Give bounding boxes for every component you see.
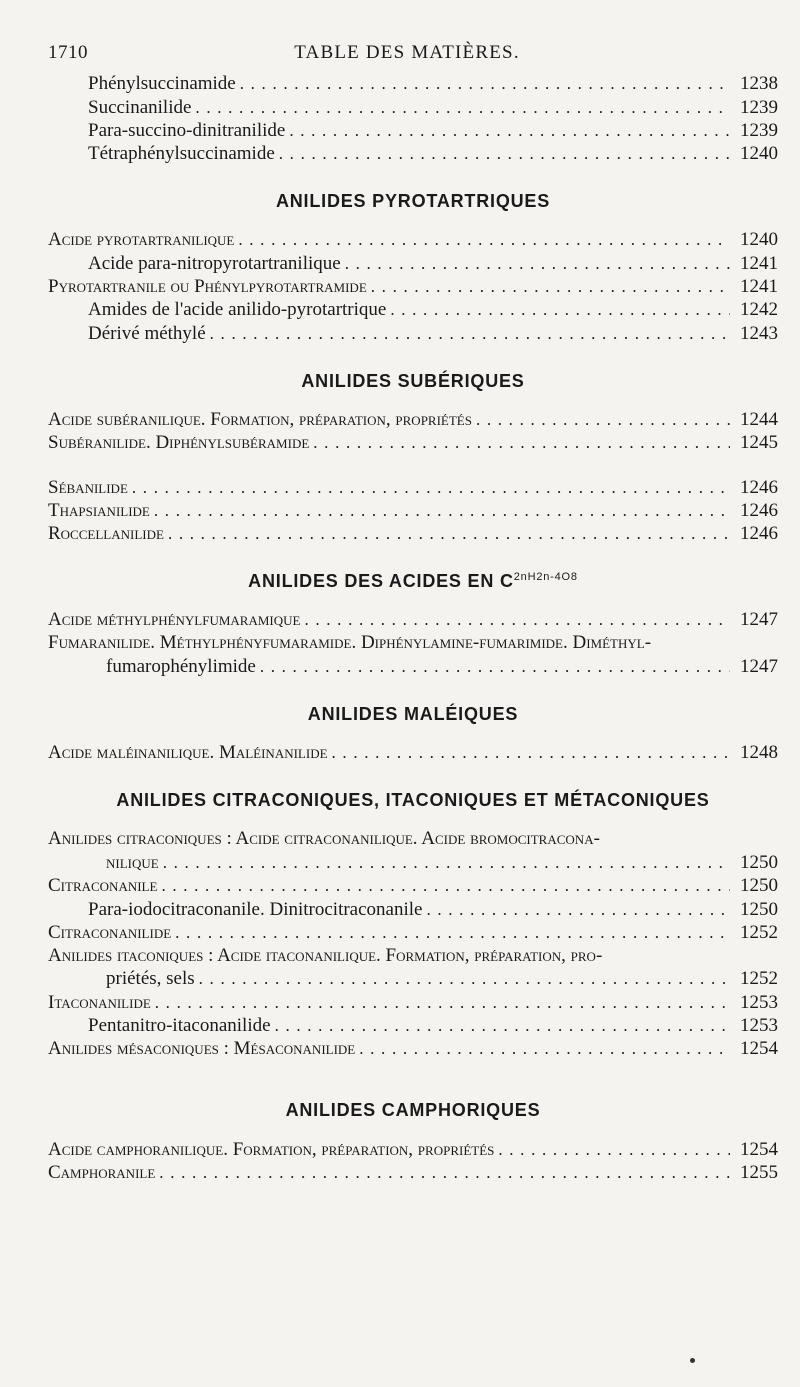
entry-text-line: Anilides citraconiques : Acide citraconanilique. Acide bromocitracona- [48,828,600,850]
entry-page: 1253 [740,1015,778,1037]
page-number: 1710 [48,42,88,63]
entry-text: Tétraphénylsuccinamide [88,143,275,165]
dot-leader [279,142,730,165]
entry-page: 1246 [740,523,778,545]
section-heading: ANILIDES CAMPHORIQUES [285,1100,541,1121]
section-heading-text: ANILIDES DES ACIDES EN C [248,571,514,592]
toc-entry [48,967,778,990]
toc-entry [48,475,778,498]
dot-leader [498,1138,730,1161]
entry-text: priétés, sels [106,968,195,990]
entry-text: Citraconanile [48,875,158,897]
ink-speck [690,1358,695,1363]
entry-text: Pyrotartranile ou Phénylpyrotartramide [48,276,367,298]
entry-text: Acide camphoranilique. Formation, préparation, propriétés [48,1138,495,1160]
entry-page: 1247 [740,656,778,678]
dot-leader [132,476,730,499]
entry-text: Thapsianilide [48,499,150,521]
dot-leader [332,741,730,764]
toc-entry [48,408,778,431]
entry-text-line: Fumaranilide. Méthylphényfumaramide. Diphénylamine-fumarimide. Diméthyl- [48,632,652,654]
dot-leader [476,408,730,431]
entry-text: nilique [106,851,159,873]
entry-page: 1245 [740,432,778,454]
entry-text: Succinanilide [88,96,192,118]
entry-page: 1255 [740,1161,778,1183]
toc-entry [48,1037,778,1060]
toc-entry [48,275,778,298]
dot-leader [359,1037,730,1060]
dot-leader [210,322,730,345]
toc-entry [48,499,778,522]
entry-text: Acide maléinanilique. Maléinanilide [48,742,328,764]
entry-text: Anilides mésaconiques : Mésaconanilide [48,1038,356,1060]
dot-leader [304,608,730,631]
entry-page: 1240 [740,229,778,251]
table-of-contents [48,72,778,1184]
entry-page: 1246 [740,476,778,498]
dot-leader [199,967,730,990]
section-heading: ANILIDES CITRACONIQUES, ITACONIQUES ET MÉTACONIQUES [116,790,710,811]
toc-entry [48,1137,778,1160]
entry-text: Citraconanilide [48,921,172,943]
entry-page: 1244 [740,408,778,430]
toc-entry [48,95,778,118]
toc-entry [48,228,778,251]
formula-superscript: 2nH2n-4O8 [513,571,578,584]
entry-page: 1253 [740,991,778,1013]
entry-page: 1242 [740,299,778,321]
section-heading: ANILIDES SUBÉRIQUES [301,370,525,391]
entry-text: Phénylsuccinamide [88,73,236,95]
entry-page: 1238 [740,73,778,95]
toc-entry [48,321,778,344]
entry-text: Acide pyrotartranilique [48,229,235,251]
dot-leader [175,921,730,944]
entry-page: 1241 [740,276,778,298]
dot-leader [275,1014,730,1037]
entry-text: Itaconanilide [48,991,151,1013]
toc-entry [48,608,778,631]
entry-page: 1250 [740,851,778,873]
entry-text: Acide para-nitropyrotartranilique [88,252,341,274]
entry-page: 1252 [740,968,778,990]
entry-text: Subéranilide. Diphénylsubéramide [48,432,310,454]
entry-text: Para-iodocitraconanile. Dinitrocitraconanile [88,898,423,920]
section-heading: ANILIDES MALÉIQUES [307,704,519,725]
toc-entry [48,72,778,95]
entry-text: Acide subéranilique. Formation, préparation, propriétés [48,408,472,430]
section-heading [48,571,778,592]
dot-leader [163,851,730,874]
entry-page: 1250 [740,898,778,920]
dot-leader [238,228,730,251]
entry-page: 1254 [740,1038,778,1060]
entry-page: 1252 [740,921,778,943]
entry-page: 1241 [740,252,778,274]
toc-entry [48,1161,778,1184]
dot-leader [390,298,730,321]
toc-entry [48,298,778,321]
running-header [48,42,766,68]
dot-leader [371,275,730,298]
entry-text: Dérivé méthylé [88,322,206,344]
entry-text: fumarophénylimide [106,656,256,678]
section-heading: ANILIDES PYROTARTRIQUES [275,191,551,212]
dot-leader [195,96,730,119]
dot-leader [260,655,730,678]
entry-text: Para-succino-dinitranilide [88,119,286,141]
entry-text: Amides de l'acide anilido-pyrotartrique [88,299,387,321]
dot-leader [289,119,730,142]
dot-leader [154,499,730,522]
toc-entry [48,655,778,678]
entry-page: 1250 [740,875,778,897]
toc-entry [48,522,778,545]
toc-entry [48,921,778,944]
dot-leader [345,252,730,275]
toc-entry [48,119,778,142]
toc-entry [48,990,778,1013]
toc-entry [48,897,778,920]
dot-leader [313,431,730,454]
dot-leader [161,874,730,897]
entry-text: Roccellanilide [48,523,164,545]
spacer [48,454,778,475]
toc-entry [48,741,778,764]
entry-page: 1247 [740,609,778,631]
dot-leader [159,1161,730,1184]
entry-text-line: Anilides itaconiques : Acide itaconanilique. Formation, préparation, pro- [48,944,603,966]
dot-leader [168,522,730,545]
entry-page: 1243 [740,322,778,344]
entry-page: 1239 [740,96,778,118]
toc-entry [48,142,778,165]
dot-leader [155,991,730,1014]
dot-leader [240,72,730,95]
toc-entry [48,874,778,897]
dot-leader [426,898,730,921]
toc-entry [48,851,778,874]
entry-text: Acide méthylphénylfumaramique [48,609,301,631]
entry-page: 1254 [740,1138,778,1160]
entry-page: 1248 [740,742,778,764]
running-title: TABLE DES MATIÈRES. [294,42,520,63]
entry-text: Pentanitro-itaconanilide [88,1015,271,1037]
entry-page: 1246 [740,499,778,521]
toc-entry [48,251,778,274]
entry-text: Sébanilide [48,476,128,498]
entry-text: Camphoranile [48,1161,156,1183]
entry-page: 1240 [740,143,778,165]
toc-entry [48,431,778,454]
entry-page: 1239 [740,119,778,141]
toc-entry [48,1014,778,1037]
